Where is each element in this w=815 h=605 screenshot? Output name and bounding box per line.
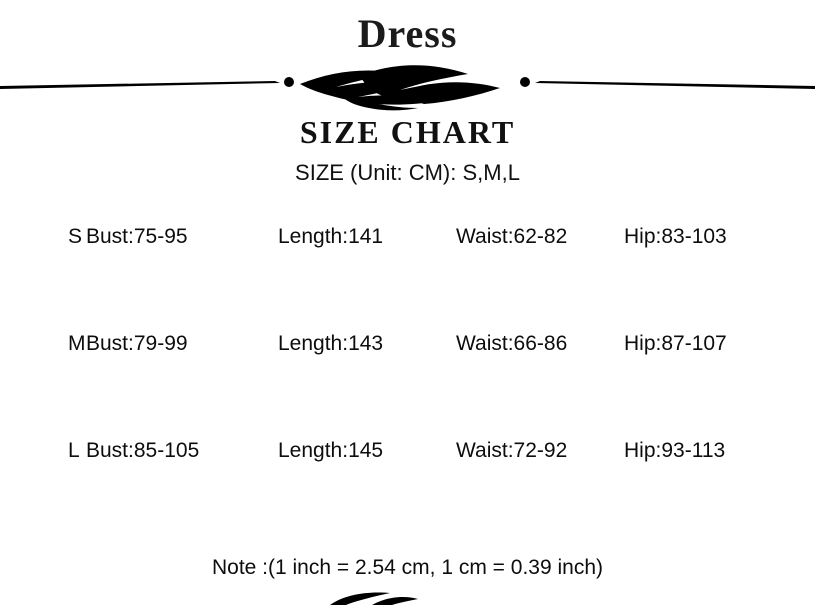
cell-waist: Waist:72-92 (456, 439, 568, 462)
cell-bust: Bust:75-95 (86, 225, 188, 248)
page-title: Dress (357, 11, 458, 56)
conversion-note: Note :(1 inch = 2.54 cm, 1 cm = 0.39 inch) (211, 556, 604, 579)
cell-length: Length:145 (278, 439, 384, 462)
size-units-line: SIZE (Unit: CM): S,M,L (295, 160, 520, 185)
cell-size: L (68, 439, 80, 462)
cell-bust: Bust:85-105 (86, 439, 200, 462)
cell-bust: Bust:79-99 (86, 332, 188, 355)
cell-size: S (68, 225, 83, 248)
feather-flourish-divider-icon (0, 56, 815, 116)
cell-size: M (68, 332, 86, 355)
cell-hip: Hip:83-103 (624, 225, 727, 248)
cell-length: Length:141 (278, 225, 384, 248)
cell-waist: Waist:62-82 (456, 225, 568, 248)
table-row (40, 332, 775, 439)
cell-waist: Waist:66-86 (456, 332, 568, 355)
table-row (40, 439, 775, 546)
table-row (40, 225, 775, 332)
size-chart-heading: SIZE CHART (299, 114, 516, 150)
cell-hip: Hip:87-107 (624, 332, 727, 355)
cell-length: Length:143 (278, 332, 384, 355)
size-table (40, 225, 775, 546)
cell-hip: Hip:93-113 (624, 439, 726, 462)
